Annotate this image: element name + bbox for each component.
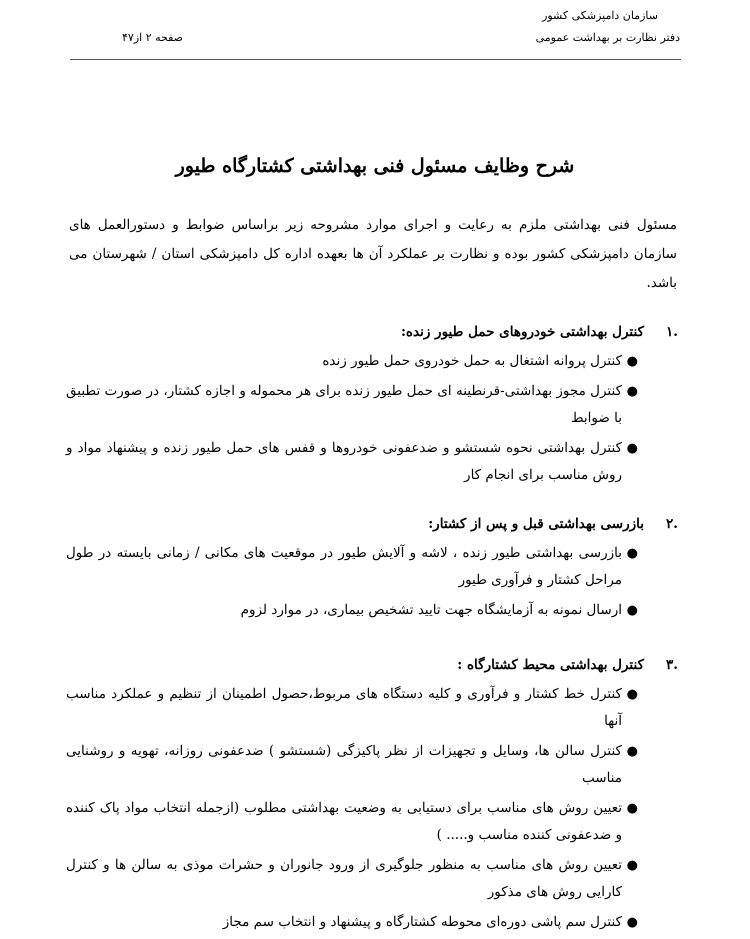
list-item: ● کنترل بهداشتی نحوه شستشو و ضدعفونی خودروها و قفس های حمل طیور زنده و پیشنهاد مواد و روش مناسب برای انجام کار	[66, 435, 678, 489]
section-number: .۲	[666, 516, 678, 532]
bullet-icon: ●	[626, 687, 638, 702]
page-number: صفحه ۲ از۴۷	[122, 31, 184, 44]
header-divider	[70, 59, 681, 60]
header-organization: سازمان دامپزشکی کشور	[542, 9, 658, 22]
bullet-icon: ●	[626, 441, 638, 456]
section-heading	[66, 324, 678, 348]
list-item: ● تعیین روش های مناسب به منظور جلوگیری از ورود جانوران و حشرات موذی به سالن ها و کنترل کارایی روش های مذکور	[66, 852, 678, 906]
header-office: دفتر نظارت بر بهداشت عمومی	[535, 31, 680, 44]
bullet-icon: ●	[626, 354, 638, 369]
bullet-icon: ●	[626, 858, 638, 873]
list-item: ● کنترل پروانه اشتغال به حمل خودروی حمل طیور زنده	[66, 348, 678, 375]
section-number: .۱	[666, 324, 678, 340]
bullet-list	[66, 681, 678, 936]
section-title: بازرسی بهداشتی قبل و پس از کشتار:	[428, 516, 644, 532]
bullet-icon: ●	[626, 744, 638, 759]
section-1	[66, 324, 678, 492]
section-heading	[66, 657, 678, 681]
bullet-list	[66, 348, 678, 489]
bullet-icon: ●	[626, 603, 638, 618]
page-title: شرح وظایف مسئول فنی بهداشتی کشتارگاه طیور	[175, 155, 575, 177]
list-item: ● کنترل خط کشتار و فرآوری و کلیه دستگاه های مربوط،حصول اطمینان از تنظیم و عملکرد مناسب آنها	[66, 681, 678, 735]
section-2	[66, 516, 678, 627]
section-title: کنترل بهداشتی خودروهای حمل طیور زنده:	[400, 324, 644, 340]
section-number: .۳	[666, 657, 678, 673]
bullet-list	[66, 540, 678, 624]
list-item: ● ارسال نمونه به آزمایشگاه جهت تایید تشخیص بیماری، در موارد لزوم	[66, 597, 678, 624]
bullet-icon: ●	[626, 546, 638, 561]
intro-paragraph: مسئول فنی بهداشتی ملزم به رعایت و اجرای موارد مشروحه زیر براساس ضوابط و دستورالعمل های سازمان دامپزشکی کشور بوده و نظارت بر عملکرد آن ها بعهده اداره کل دامپزشکی استان / شهرستان می باشد.	[69, 217, 677, 291]
list-item: ● تعیین روش های مناسب برای دستیابی به وضعیت بهداشتی مطلوب (ازجمله انتخاب مواد پاک کننده و ضدعفونی کننده مناسب و..... )	[66, 795, 678, 849]
list-item: ● بازرسی بهداشتی طیور زنده ، لاشه و آلایش طیور در موقعیت های مکانی / زمانی بایسته در طول مراحل کشتار و فرآوری طیور	[66, 540, 678, 594]
list-item: ● کنترل سم پاشی دوره‌ای محوطه کشتارگاه و پیشنهاد و انتخاب سم مجاز	[66, 909, 678, 936]
section-title: کنترل بهداشتی محیط کشتارگاه :	[457, 657, 644, 673]
bullet-icon: ●	[626, 915, 638, 930]
bullet-icon: ●	[626, 801, 638, 816]
section-heading	[66, 516, 678, 540]
section-3	[66, 657, 678, 939]
list-item: ● کنترل مجوز بهداشتی-قرنطینه ای حمل طیور زنده برای هر محموله و اجازه کشتار، در صورت تطبیق با ضوابط	[66, 378, 678, 432]
list-item: ● کنترل سالن ها، وسایل و تجهیزات از نظر پاکیزگی (شستشو ) ضدعفونی روزانه، تهویه و روشنایی مناسب	[66, 738, 678, 792]
bullet-icon: ●	[626, 384, 638, 399]
